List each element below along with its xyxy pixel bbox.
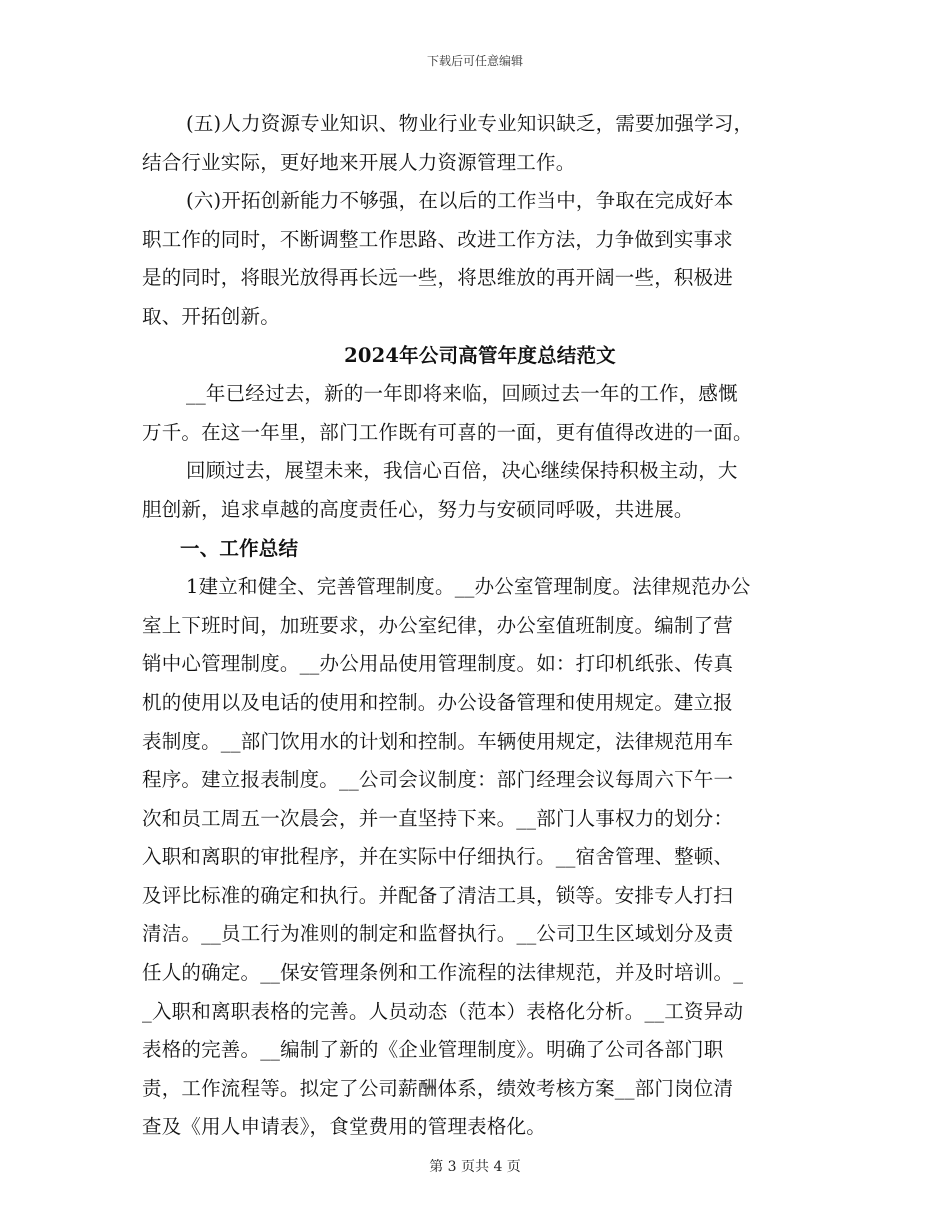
paragraph-line: 回顾过去，展望未来，我信心百倍，决心继续保持积极主动，大 xyxy=(186,459,738,483)
paragraph-line: (六)开拓创新能力不够强，在以后的工作当中，争取在完成好本 xyxy=(186,189,734,213)
paragraph-line: 机的使用以及电话的使用和控制。办公设备管理和使用规定。建立报 xyxy=(142,690,734,714)
paragraph-line: (五)人力资源专业知识、物业行业专业知识缺乏，需要加强学习， xyxy=(186,112,754,135)
paragraph-line: 结合行业实际，更好地来开展人力资源管理工作。 xyxy=(142,150,576,174)
document-body xyxy=(142,105,808,1147)
paragraph-line: __年已经过去，新的一年即将来临，回顾过去一年的工作，感慨 xyxy=(186,382,738,406)
paragraph-line: 职工作的同时，不断调整工作思路、改进工作方法，力争做到实事求 xyxy=(142,227,734,251)
paragraph-line: 表格的完善。__编制了新的《企业管理制度》。明确了公司各部门职 xyxy=(142,1038,724,1062)
paragraph-line: 1建立和健全、完善管理制度。__办公室管理制度。法律规范办公 xyxy=(186,575,751,599)
paragraph-line: 入职和离职的审批程序，并在实际中仔细执行。__宿舍管理、整顿、 xyxy=(142,845,734,869)
paragraph-line: 取、开拓创新。 xyxy=(142,304,280,328)
paragraph-line: 胆创新，追求卓越的高度责任心，努力与安硕同呼吸，共进展。 xyxy=(142,497,694,521)
paragraph-line: _入职和离职表格的完善。人员动态（范本）表格化分析。__工资异动 xyxy=(142,999,744,1023)
paragraph-line: 表制度。__部门饮用水的计划和控制。车辆使用规定，法律规范用车 xyxy=(142,729,734,753)
document-title: 2024年公司高管年度总结范文 xyxy=(344,343,616,367)
paragraph-line: 清洁。__员工行为准则的制定和监督执行。__公司卫生区域划分及责 xyxy=(142,922,734,946)
page-footer: 第 3 页共 4 页 xyxy=(429,1159,521,1175)
page-header: 下载后可任意编辑 xyxy=(426,54,523,68)
paragraph-line: 室上下班时间，加班要求，办公室纪律，办公室值班制度。编制了营 xyxy=(142,613,734,637)
paragraph-line: 销中心管理制度。__办公用品使用管理制度。如：打印机纸张、传真 xyxy=(142,652,734,676)
paragraph-line: 责，工作流程等。拟定了公司薪酬体系，绩效考核方案__部门岗位清 xyxy=(142,1076,734,1100)
section-heading: 一、工作总结 xyxy=(180,536,299,560)
paragraph-line: 任人的确定。__保安管理条例和工作流程的法律规范，并及时培训。_ xyxy=(142,961,744,985)
paragraph-line: 万千。在这一年里，部门工作既有可喜的一面，更有值得改进的一面。 xyxy=(142,420,753,444)
paragraph-line: 及评比标准的确定和执行。并配备了清洁工具，锁等。安排专人打扫 xyxy=(142,883,734,907)
paragraph-line: 程序。建立报表制度。__公司会议制度：部门经理会议每周六下午一 xyxy=(142,768,734,792)
paragraph-line: 查及《用人申请表》，食堂费用的管理表格化。 xyxy=(142,1115,546,1139)
paragraph-line: 是的同时，将眼光放得再长远一些，将思维放的再开阔一些，积极进 xyxy=(142,266,734,290)
paragraph-line: 次和员工周五一次晨会，并一直坚持下来。__部门人事权力的划分： xyxy=(142,806,734,830)
